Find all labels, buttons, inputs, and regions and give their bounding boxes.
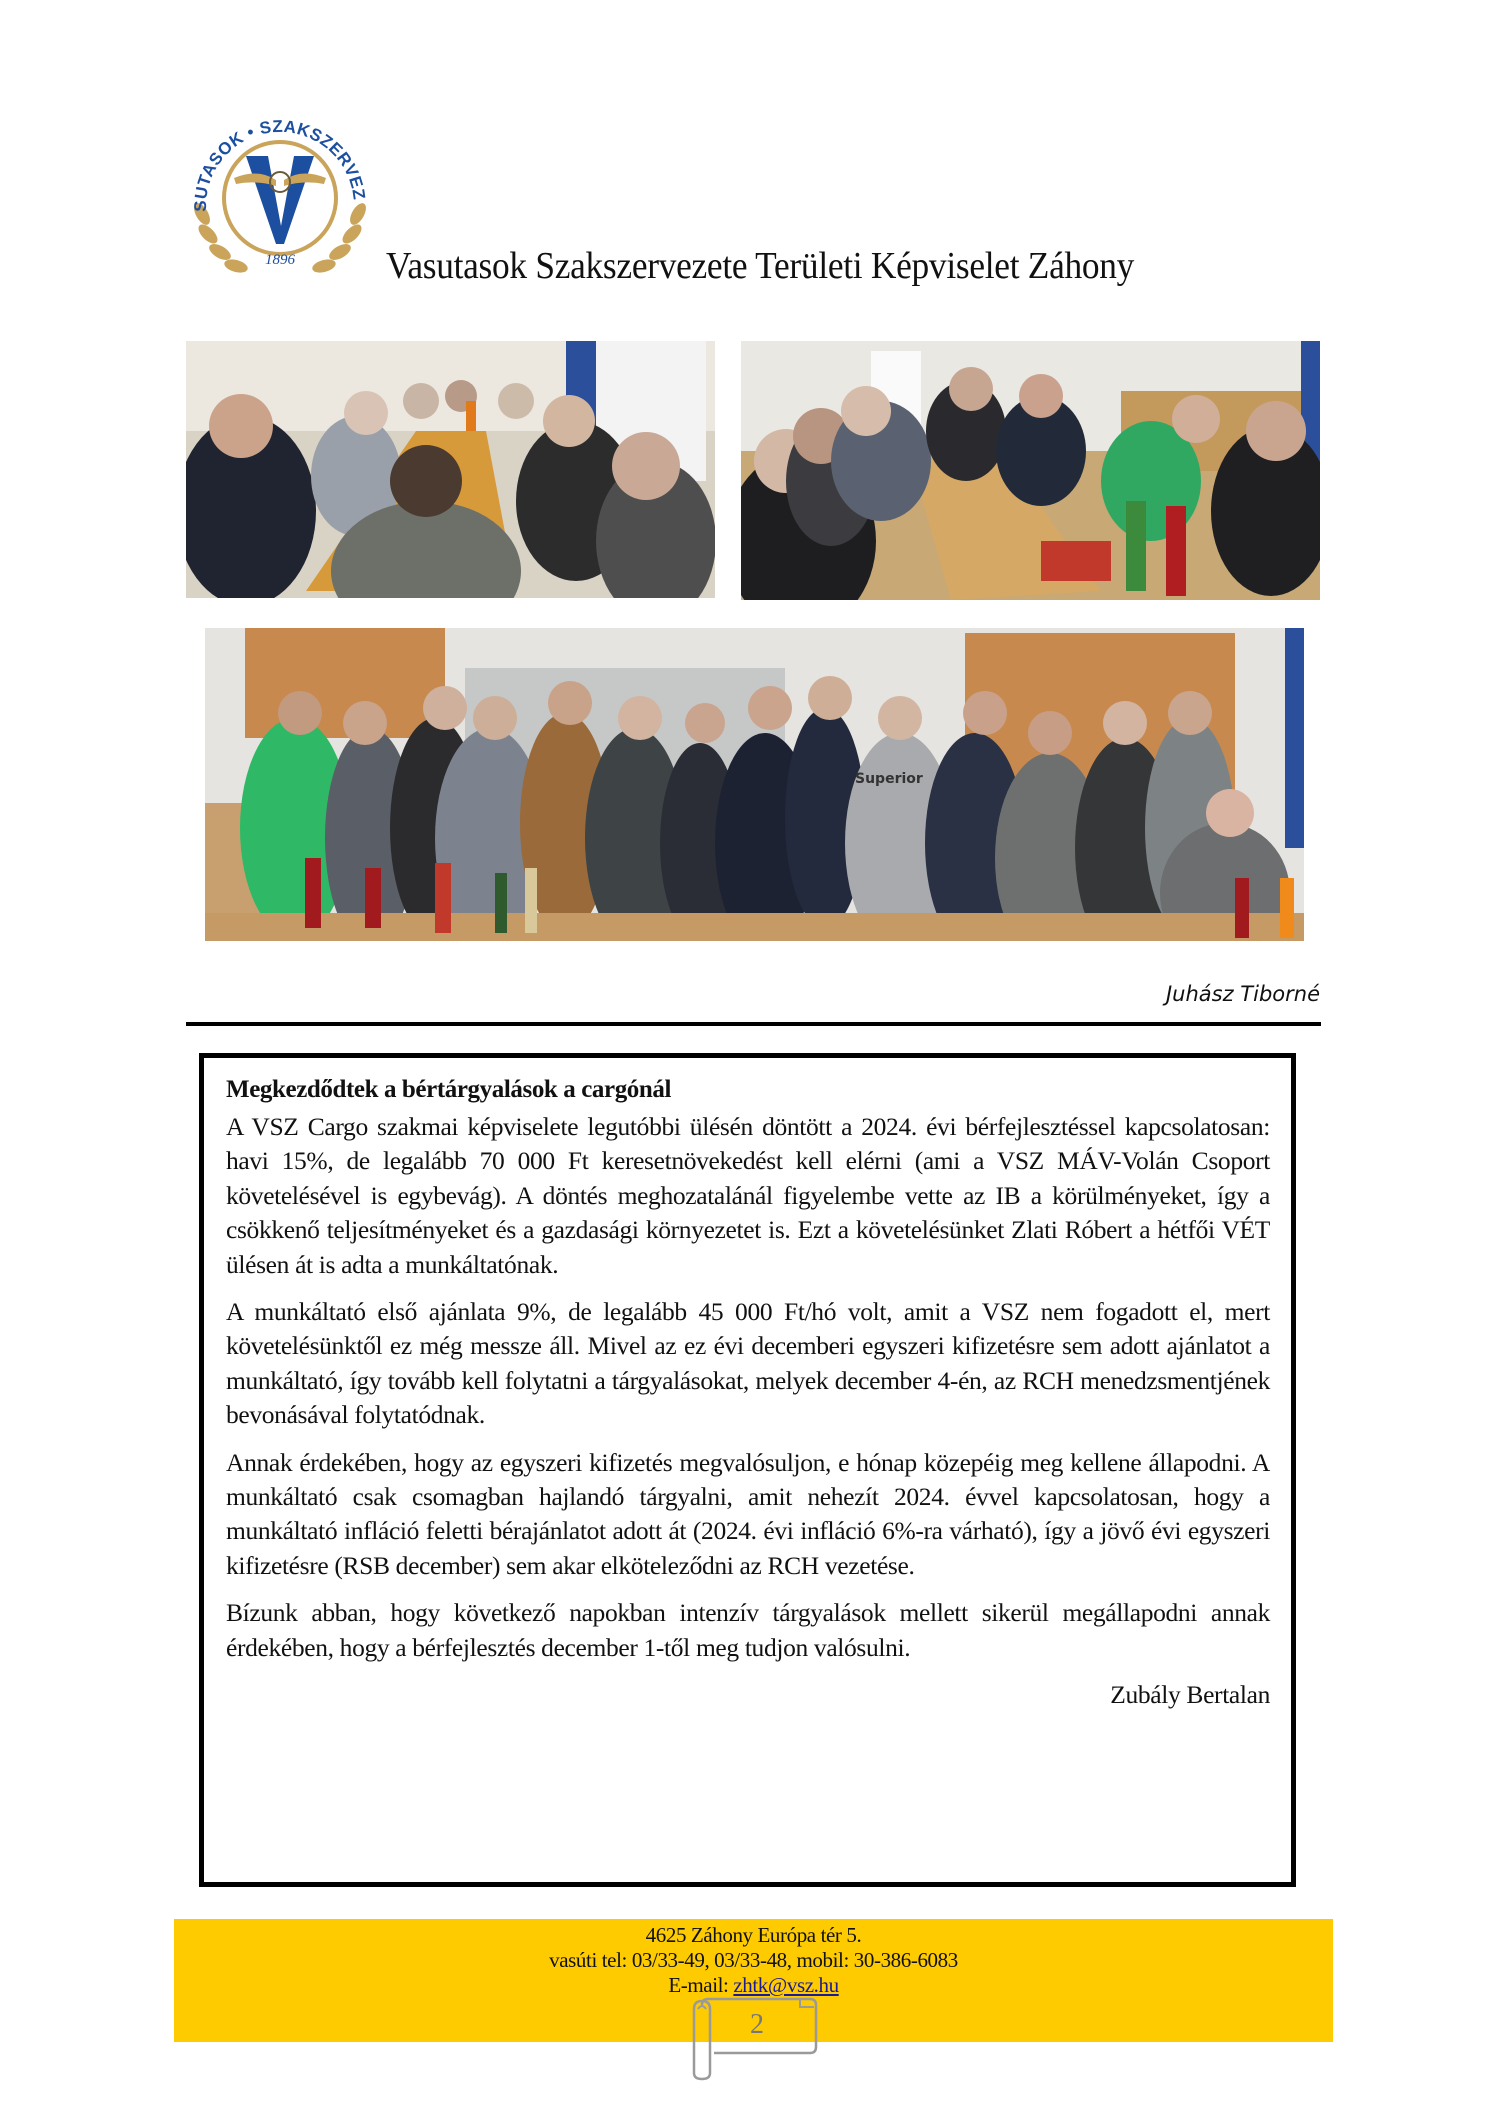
meeting-photo-1 <box>186 341 715 598</box>
meeting-photo-2 <box>741 341 1320 600</box>
page-number-scroll <box>688 1995 824 2081</box>
svg-text:Superior: Superior <box>855 771 923 787</box>
svg-text:1896: 1896 <box>265 252 295 268</box>
photo-credit: Juhász Tiborné <box>1165 982 1320 1006</box>
union-logo <box>184 94 376 284</box>
article-box <box>199 1053 1296 1887</box>
article-signature: Zubály Bertalan <box>1110 1680 1270 1710</box>
page-number: 2 <box>750 2009 764 2040</box>
article-paragraph: Bízunk abban, hogy következő napokban intenzív tárgyalások mellett sikerül megállapodni annak érdekében, hogy a bérfejlesztés december 1-től meg tudjon valósulni. <box>226 1598 1270 1662</box>
svg-text:VASUTASOK • SZAKSZERVEZETE: SUTASOK • SZAKSZERVEZ <box>190 116 369 212</box>
page-title: Vasutasok Szakszervezete Területi Képviselet Záhony <box>386 245 1135 287</box>
section-divider <box>186 1022 1321 1026</box>
footer-phone: vasúti tel: 03/33-49, 03/33-48, mobil: 30-386-6083 <box>549 1948 958 1972</box>
group-photo <box>205 628 1304 941</box>
article-paragraph: A VSZ Cargo szakmai képviselete legutóbbi ülésén döntött a 2024. évi bérfejlesztéssel kapcsolatosan: havi 15%, de legalább 70 000 Ft keresetnövekedést kell elérni (ami a VSZ MÁV-Volán Csoport követelésével is egybevág). A döntés meghozatalánál figyelembe vette az IB a körülményeket, így a csökkenő teljesítményeket és a gazdasági környezetet is. Ezt a követelésünket Zlati Róbert a hétfői VÉT ülésen át is adta a munkáltatónak. <box>226 1112 1270 1279</box>
letter-v-icon <box>246 156 314 244</box>
union-logo-emblem <box>184 94 376 284</box>
article-paragraph: Annak érdekében, hogy az egyszeri kifizetés megvalósuljon, e hónap közepéig meg kellene állapodni. A munkáltató csak csomagban hajlandó tárgyalni, amit nehezít 2024. évvel kapcsolatosan, hogy a munkáltató infláció feletti bérajánlatot adott át (2024. évi infláció 6%-ra várható), így a jövő évi egyszeri kifizetésre (RSB december) sem akar elköteleződni az RCH vezetése. <box>226 1447 1270 1580</box>
footer-address: 4625 Záhony Európa tér 5. <box>645 1923 862 1947</box>
article-title: Megkezdődtek a bértárgyalások a cargónál <box>226 1076 672 1103</box>
article-paragraph: A munkáltató első ajánlata 9%, de legalább 45 000 Ft/hó volt, amit a VSZ nem fogadott el, mert követelésünktől ez még messze áll. Mivel az ez évi decemberi egyszeri kifizetésre sem adott ajánlatot a munkáltató, így tovább kell folytatni a tárgyalásokat, melyek december 4-én, az RCH menedzsmentjének bevonásával folytatódnak. <box>226 1297 1270 1430</box>
footer-email-link[interactable]: zhtk@vsz.hu <box>733 1973 839 1997</box>
footer-email-label: E-mail: <box>668 1973 734 1997</box>
